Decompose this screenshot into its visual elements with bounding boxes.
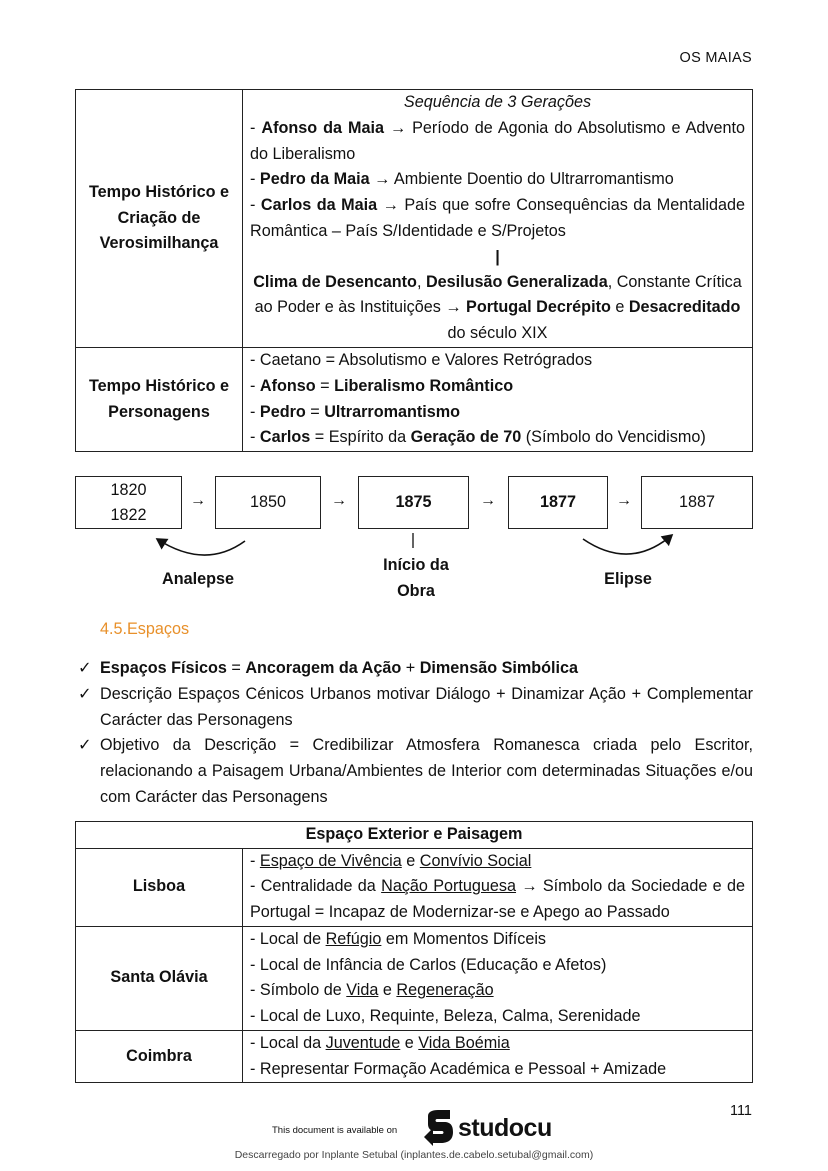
timeline-box-1875: 1875 [358, 476, 469, 529]
generation-item: - Carlos da Maia → País que sofre Consequências da Mentalidade Romântica – País S/Identidade e S/Projetos [250, 196, 745, 240]
inicio-obra-label: Início da Obra [383, 556, 449, 600]
generation-item: - Pedro da Maia → Ambiente Doentio do Ultrarromantismo [250, 170, 674, 189]
character-item: - Caetano = Absolutismo e Valores Retrógrados [250, 351, 593, 370]
timeline-box-1820-1822: 1820 1822 [75, 476, 182, 529]
studocu-logo[interactable] [424, 1110, 552, 1146]
generation-item: - Afonso da Maia → Período de Agonia do Absolutismo e Advento do Liberalismo [250, 119, 746, 163]
row-content: - Local de Refúgio em Momentos Difíceis - Local de Infância de Carlos (Educação e Afetos) - Símbolo de Vida e Regeneração - Local de Luxo, Requinte, Beleza, Calma, Serenidade [243, 926, 753, 1030]
page-number: 111 [729, 1103, 752, 1119]
table-row [76, 926, 753, 1030]
timeline-box-1887: 1887 [641, 476, 753, 529]
arrow-right-icon: → [190, 492, 206, 509]
timeline-box-1850: 1850 [215, 476, 321, 529]
character-item: - Afonso = Liberalismo Romântico [250, 376, 514, 395]
generations-heading: Sequência de 3 Gerações [403, 93, 592, 112]
elipse-label: Elipse [604, 570, 652, 588]
timeline-box-1877: 1877 [508, 476, 608, 529]
header-title: OS MAIAS [679, 50, 752, 66]
checkmark-icon: ✓ [78, 659, 92, 677]
checkmark-icon: ✓ [78, 736, 92, 755]
table-row [76, 848, 753, 926]
table-row [76, 1030, 753, 1082]
arrow-right-icon: → [331, 492, 347, 509]
row-label: Lisboa [76, 848, 243, 926]
download-notice: Descarregado por Inplante Setubal (inplantes.de.cabelo.setubal@gmail.com) [234, 1149, 594, 1161]
studocu-logo-icon [424, 1110, 454, 1146]
row-content: - Local da Juventude e Vida Boémia - Representar Formação Académica e Pessoal + Amizade [243, 1030, 753, 1082]
table-title: Espaço Exterior e Paisagem [76, 822, 753, 849]
analepse-label: Analepse [162, 570, 234, 588]
row-label: Santa Olávia [76, 926, 243, 1030]
table-espaco-exterior [75, 821, 753, 1083]
list-item: ✓ Descrição Espaços Cénicos Urbanos motivar Diálogo + Dinamizar Ação + Complementar Carácter das Personagens [78, 682, 753, 734]
table-header-row [76, 822, 753, 849]
section-title: 4.5.Espaços [100, 620, 190, 638]
row-content: - Espaço de Vivência e Convívio Social - Centralidade da Nação Portuguesa → Símbolo da Sociedade e de Portugal = Incapaz de Modernizar-se e Apego ao Passado [243, 848, 753, 926]
checkmark-icon: ✓ [78, 684, 92, 703]
row-label: Tempo Histórico e Personagens [76, 348, 243, 452]
elipse-curve-arrow [583, 535, 672, 554]
row-label: Tempo Histórico e Criação de Verosimilhança [76, 90, 243, 348]
arrow-right-icon: → [389, 119, 407, 138]
studocu-brand-text: studocu [458, 1113, 552, 1142]
arrow-right-icon: → [521, 877, 538, 896]
character-item: - Pedro = Ultrarromantismo [250, 402, 461, 421]
arrow-right-icon: → [480, 492, 496, 509]
list-item: ✓ Espaços Físicos = Ancoragem da Ação + Dimensão Simbólica [78, 656, 753, 682]
arrow-right-icon: → [616, 492, 632, 509]
conclusion-text: Clima de Desencanto, Desilusão Generalizada, Constante Crítica ao Poder e às Instituições → Portugal Decrépito e Desacreditado do século XIX [253, 272, 742, 342]
arrow-right-icon: → [382, 196, 399, 215]
character-item: - Carlos = Espírito da Geração de 70 (Símbolo do Vencidismo) [250, 428, 706, 447]
analepse-curve-arrow [157, 539, 245, 555]
separator-bar: | [495, 247, 500, 266]
arrow-right-icon: → [374, 170, 391, 189]
list-item: ✓ Objetivo da Descrição = Credibilizar Atmosfera Romanesca criada pelo Escritor, relacionando a Paisagem Urbana/Ambientes de Interior com determinadas Situações e/ou com Carácter das Personagens [78, 733, 753, 810]
available-text: This document is available on [272, 1125, 398, 1136]
bullet-list [78, 656, 753, 811]
arrow-right-icon: → [445, 298, 462, 317]
row-label: Coimbra [76, 1030, 243, 1082]
